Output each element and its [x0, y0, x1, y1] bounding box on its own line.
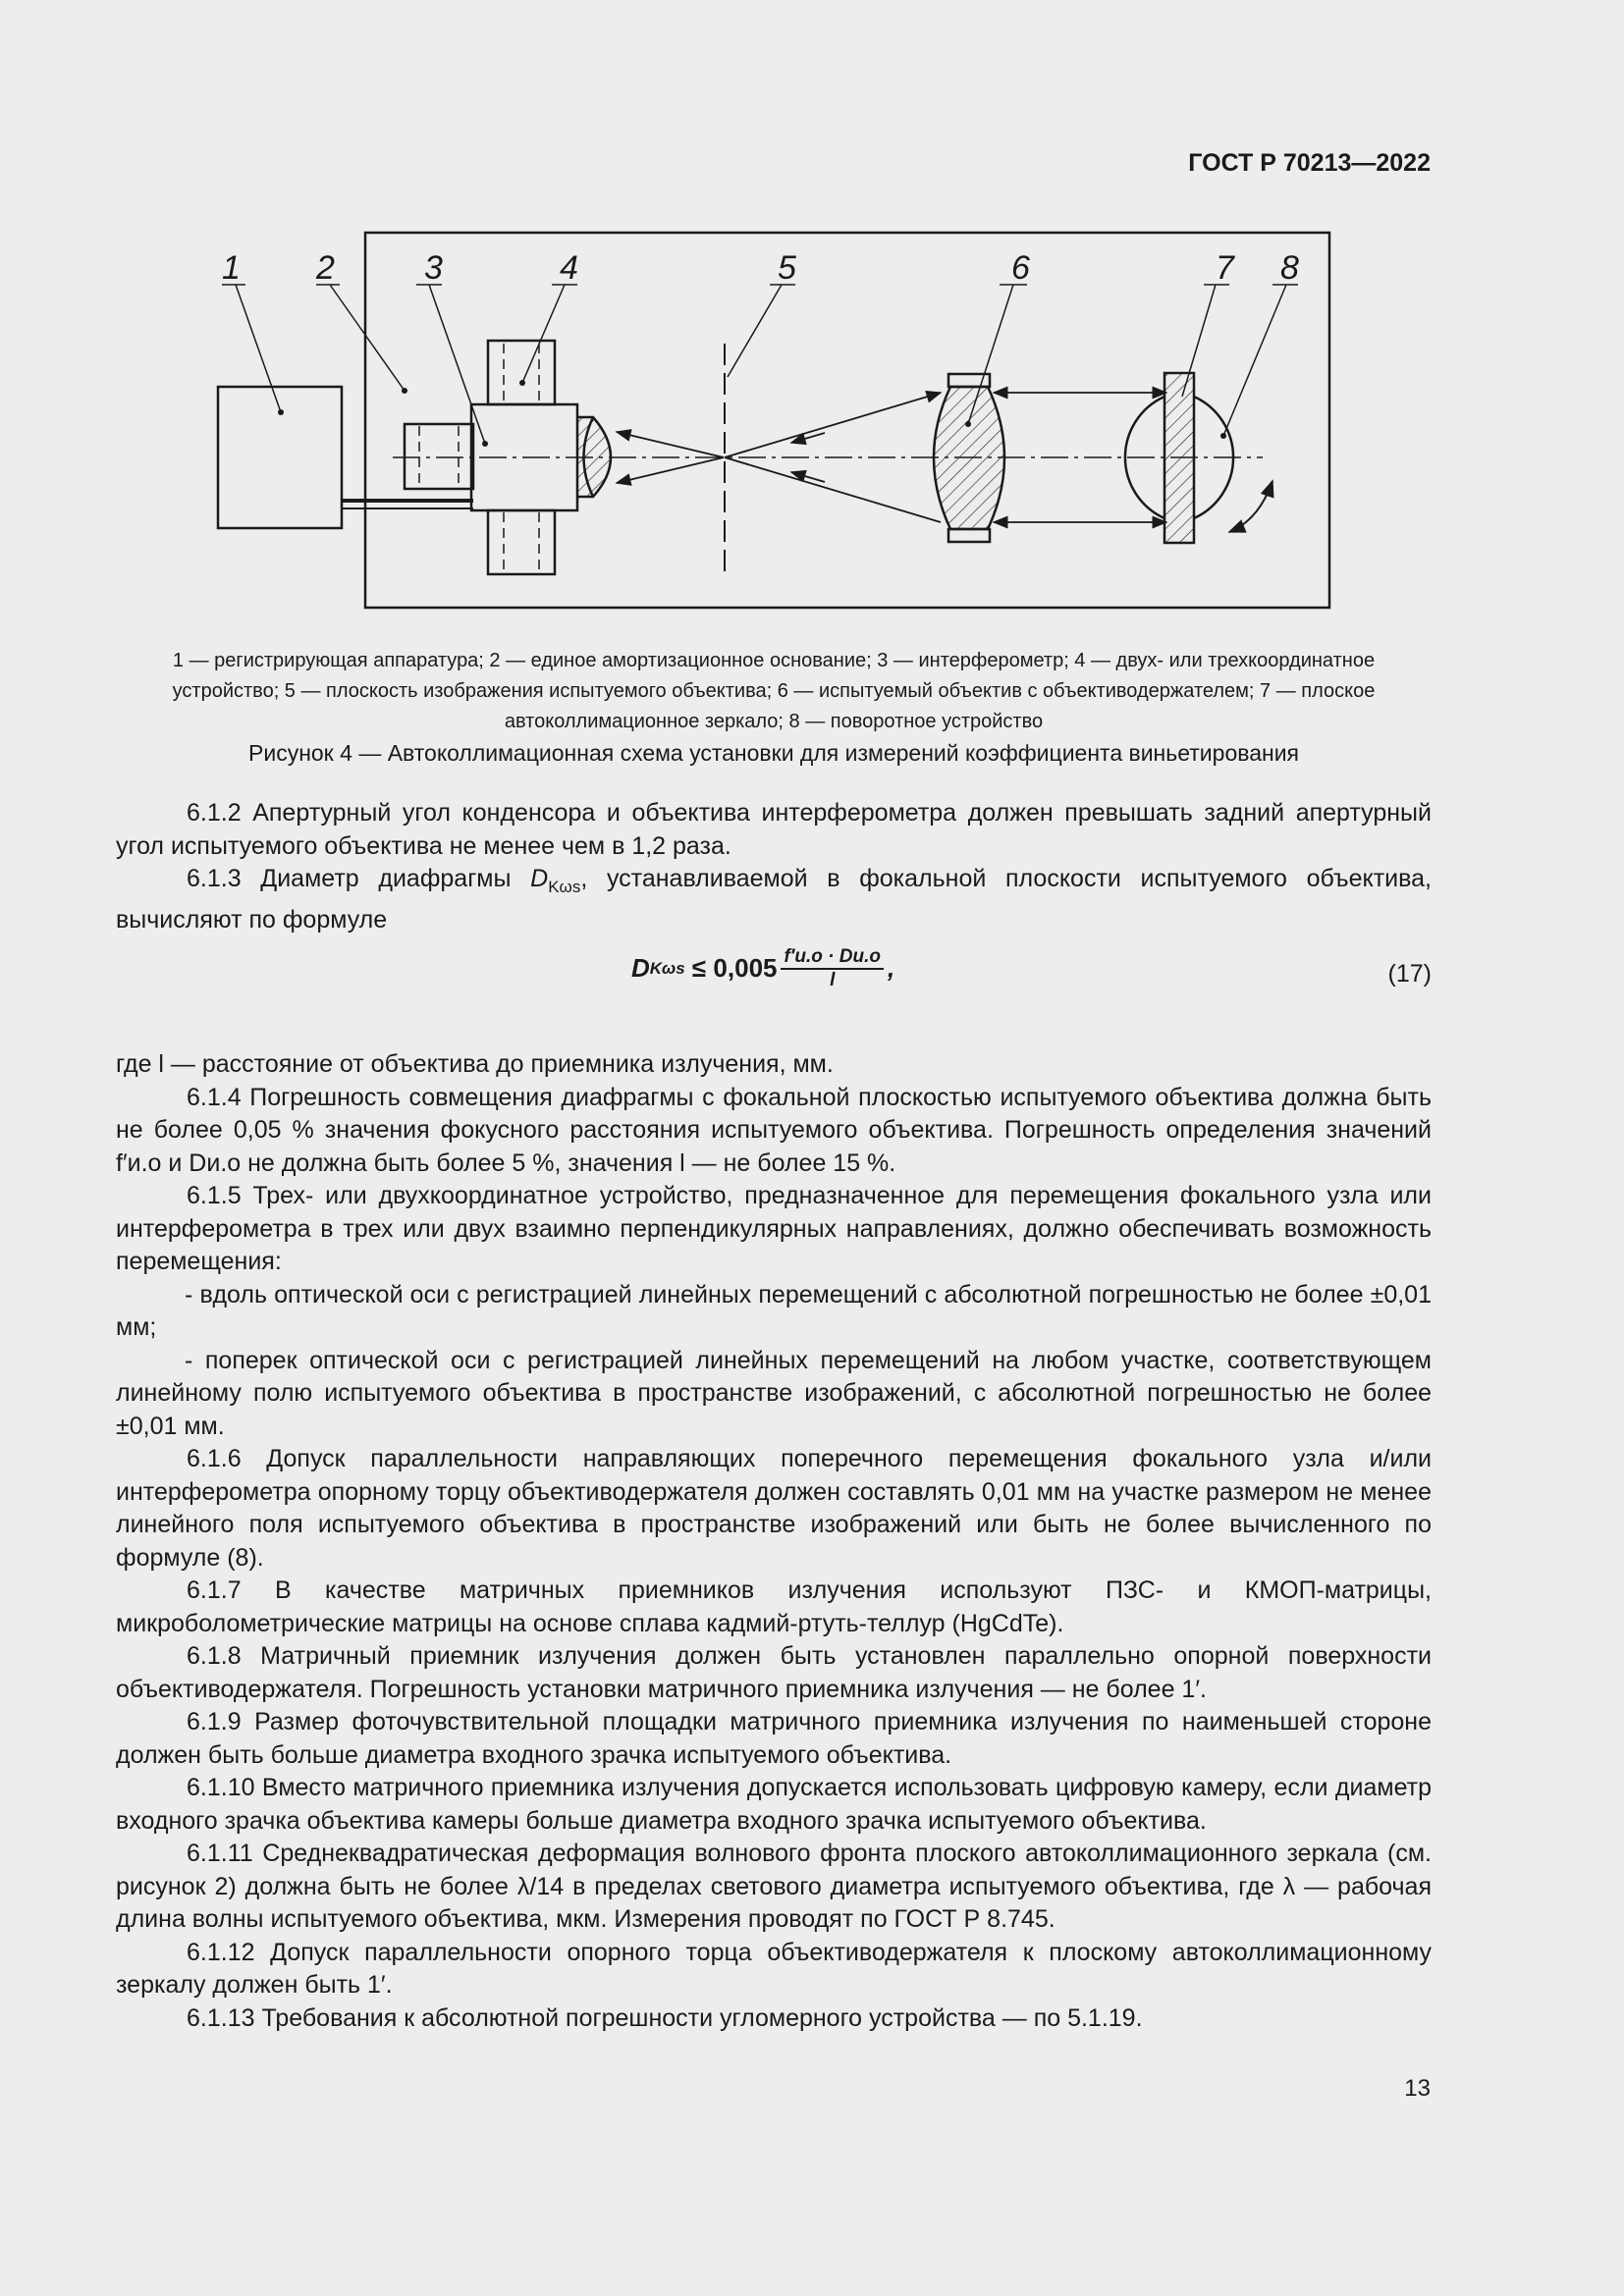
paragraph-6-1-3: [116, 863, 1432, 936]
autocollimation-scheme: [0, 0, 1624, 648]
formula-fraction: [781, 946, 883, 991]
legend-line-3: автоколлимационное зеркало; 8 — поворотное устройство: [504, 711, 1044, 732]
paragraph-6-1-11: 6.1.11 Среднеквадратическая деформация волнового фронта плоского автоколлимационного зеркала (см. рисунок 2) должна быть не более λ/14 в пределах светового диаметра испытуемого объектива, где λ — рабочая длина волны испытуемого объектива, мкм. Измерения проводят по ГОСТ Р 8.745.: [116, 1840, 1432, 1933]
formula-lhs: D: [631, 953, 650, 984]
formula-number: (17): [1387, 960, 1432, 988]
paragraph-6-1-6: 6.1.6 Допуск параллельности направляющих поперечного перемещения фокального узла и/или интерферометра опорному торцу объективодержателя должен составлять 0,01 мм на участке размером не менее линейного поля испытуемого объектива в пространстве изображений или быть не более вычисленного по формуле (8).: [116, 1445, 1432, 1572]
callout-8: 8: [1280, 249, 1299, 287]
legend-line-1: 1 — регистрирующая аппаратура; 2 — единое амортизационное основание; 3 — интерферометр; 4 — двух- или трехкоординатное: [172, 650, 1376, 671]
callout-4: 4: [560, 249, 578, 287]
callout-1: 1: [222, 249, 241, 287]
formula-denominator: l: [830, 970, 836, 990]
paragraph-where: где l — расстояние от объектива до приемника излучения, мм.: [116, 1050, 834, 1078]
paragraph-6-1-9: 6.1.9 Размер фоточувствительной площадки матричного приемника излучения по наименьшей стороне должен быть больше диаметра входного зрачка испытуемого объектива.: [116, 1708, 1432, 1769]
paragraph-6-1-8: 6.1.8 Матричный приемник излучения должен быть установлен параллельно опорной поверхности объективодержателя. Погрешность установки матричного приемника излучения — не более 1′.: [116, 1642, 1432, 1703]
callout-3: 3: [424, 249, 443, 287]
formula-expression: [631, 946, 894, 991]
p613-text-a: 6.1.3 Диаметр диафрагмы: [187, 865, 531, 892]
list-item-dash-1: - вдоль оптической оси с регистрацией линейных перемещений с абсолютной погрешностью не более ±0,01 мм;: [116, 1280, 1432, 1341]
formula-numerator: f′и.о · Dи.о: [781, 946, 883, 970]
paragraph-6-1-2: 6.1.2 Апертурный угол конденсора и объектива интерферометра должен превышать задний апертурный угол испытуемого объектива не менее чем в 1,2 раза.: [116, 799, 1432, 860]
paragraph-6-1-13: 6.1.13 Требования к абсолютной погрешности угломерного устройства — по 5.1.19.: [187, 2003, 1143, 2032]
document-number: ГОСТ Р 70213—2022: [1188, 149, 1431, 177]
formula-17: [116, 936, 1432, 1048]
callout-5: 5: [778, 249, 796, 287]
formula-relation: ≤ 0,005: [684, 953, 778, 984]
callout-6: 6: [1011, 249, 1030, 287]
paragraph-6-1-5: 6.1.5 Трех- или двухкоординатное устройство, предназначенное для перемещения фокального узла или интерферометра в трех или двух взаимно перпендикулярных направлениях, должно обеспечивать возможность перемещения:: [116, 1182, 1432, 1275]
p613-text-b: , устанавливаемой в фокальной плоскости испытуемого объектива, вычисляют по формуле: [116, 865, 1432, 934]
figure-caption: Рисунок 4 — Автоколлимационная схема установки для измерений коэффициента виньетирования: [248, 740, 1299, 766]
p613-subscript: Kωs: [548, 878, 581, 896]
formula-lhs-sub: Kωs: [649, 959, 685, 979]
legend-line-2: устройство; 5 — плоскость изображения испытуемого объектива; 6 — испытуемый объектив с объективодержателем; 7 — плоское: [172, 680, 1376, 702]
body-text: [116, 797, 1432, 2035]
paragraph-6-1-10: 6.1.10 Вместо матричного приемника излучения допускается использовать цифровую камеру, если диаметр входного зрачка объектива камеры больше диаметра входного зрачка испытуемого объектива.: [116, 1774, 1432, 1835]
callout-2: 2: [316, 249, 335, 287]
paragraph-6-1-4: 6.1.4 Погрешность совмещения диафрагмы с фокальной плоскостью испытуемого объектива должна быть не более 0,05 % значения фокусного расстояния испытуемого объектива. Погрешность определения значений f′и.о и Dи.о не должна быть более 5 %, значения l — не более 15 %.: [116, 1083, 1432, 1177]
p613-symbol: D: [530, 865, 549, 892]
paragraph-6-1-7: 6.1.7 В качестве матричных приемников излучения используют ПЗС- и КМОП-матрицы, микроболометрические матрицы на основе сплава кадмий-ртуть-теллур (HgCdTe).: [116, 1576, 1432, 1637]
list-item-dash-2: - поперек оптической оси с регистрацией линейных перемещений на любом участке, соответствующем линейному полю испытуемого объектива в пространстве изображений, с абсолютной погрешностью не более ±0,01 мм.: [116, 1346, 1432, 1440]
paragraph-6-1-12: 6.1.12 Допуск параллельности опорного торца объективодержателя к плоскому автоколлимационному зеркалу должен быть 1′.: [116, 1938, 1432, 1999]
formula-tail: ,: [887, 953, 895, 984]
callout-7: 7: [1216, 249, 1234, 287]
page-number: 13: [1404, 2075, 1431, 2102]
figure-4-diagram: [0, 0, 1624, 687]
figure-legend: [116, 646, 1432, 737]
